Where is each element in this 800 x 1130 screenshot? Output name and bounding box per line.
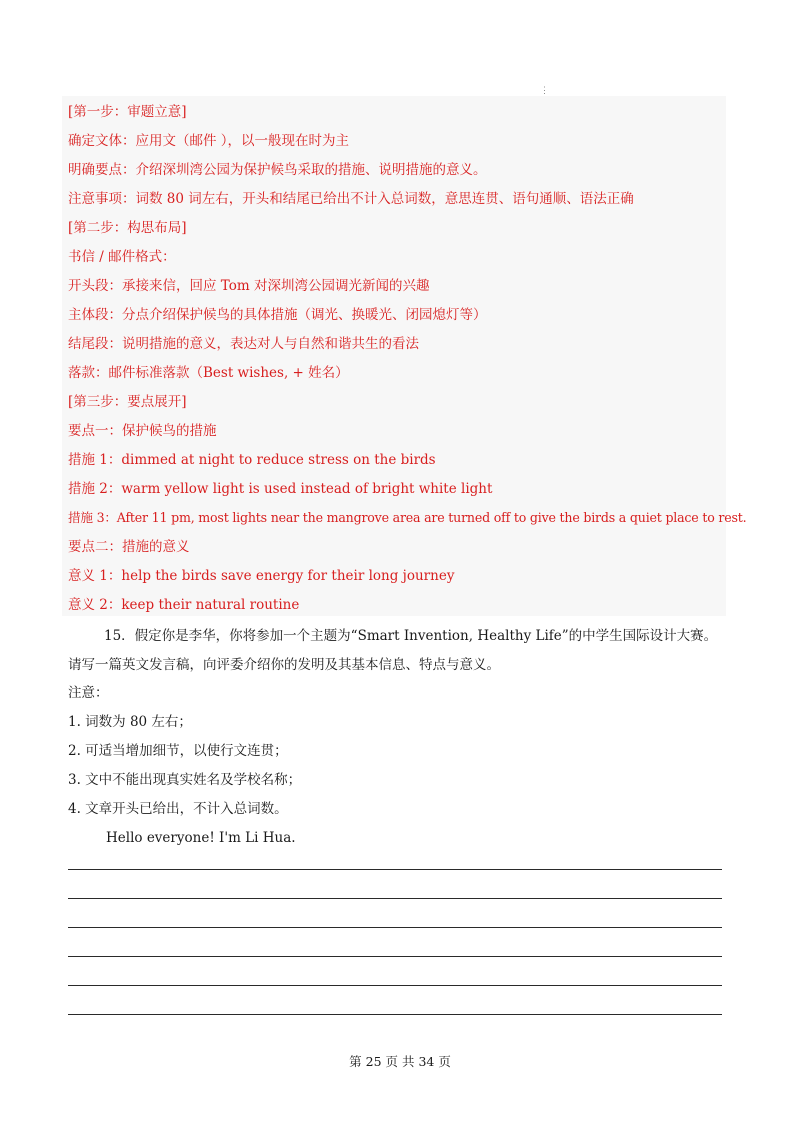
meaning-1-line: 意义 1：help the birds save energy for their long journey (68, 568, 455, 584)
measure-1-line: 措施 1：dimmed at night to reduce stress on the birds (68, 452, 436, 468)
meaning-2-line: 意义 2：keep their natural routine (68, 597, 300, 613)
writing-line (68, 985, 722, 986)
body-paragraph-line: 主体段：分点介绍保护候鸟的具体措施（调光、换暖光、闭园熄灯等） (68, 307, 487, 323)
opening-paragraph-line: 开头段：承接来信，回应 Tom 对深圳湾公园调光新闻的兴趣 (68, 278, 430, 294)
step-1-heading: [第一步：审题立意] (68, 104, 187, 120)
key-points-line: 明确要点：介绍深圳湾公园为保护候鸟采取的措施、说明措施的意义。 (68, 162, 487, 178)
writing-line (68, 927, 722, 928)
writing-line (68, 1014, 722, 1015)
letter-format-line: 书信 / 邮件格式： (68, 249, 176, 265)
step-2-heading: [第二步：构思布局] (68, 220, 187, 236)
page-footer: 第 25 页 共 34 页 (349, 1054, 451, 1069)
measure-3-line: 措施 3：After 11 pm, most lights near the mangrove area are turned off to give the birds a quiet place to rest. (68, 510, 747, 525)
question-note-3: 3. 文中不能出现真实姓名及学校名称； (68, 772, 302, 788)
question-note-2: 2. 可适当增加细节，以使行文连贯； (68, 743, 288, 759)
question-notes-title: 注意： (68, 685, 109, 701)
writing-line (68, 898, 722, 899)
measure-2-line: 措施 2：warm yellow light is used instead of bright white light (68, 481, 493, 497)
point-1-heading: 要点一：保护候鸟的措施 (68, 423, 217, 439)
question-15-prompt: 15．假定你是李华，你将参加一个主题为“Smart Invention, Healthy Life”的中学生国际设计大赛。请写一篇英文发言稿，向评委介绍你的发明及其基本信息、特点与意义。 (68, 628, 718, 673)
point-2-heading: 要点二：措施的意义 (68, 539, 190, 555)
writing-line (68, 869, 722, 870)
genre-line: 确定文体：应用文（邮件 ），以一般现在时为主 (68, 133, 350, 149)
page-marker: ⋮ (540, 86, 549, 96)
question-note-4: 4. 文章开头已给出，不计入总词数。 (68, 801, 288, 817)
question-note-1: 1. 词数为 80 左右； (68, 714, 192, 730)
essay-opening-sentence: Hello everyone! I'm Li Hua. (106, 830, 296, 846)
signature-line: 落款：邮件标准落款（Best wishes, + 姓名） (68, 365, 349, 381)
closing-paragraph-line: 结尾段：说明措施的意义，表达对人与自然和谐共生的看法 (68, 336, 419, 352)
step-3-heading: [第三步：要点展开] (68, 394, 187, 410)
writing-line (68, 956, 722, 957)
notes-line: 注意事项：词数 80 词左右，开头和结尾已给出不计入总词数，意思连贯、语句通顺、语法正确 (68, 191, 634, 207)
